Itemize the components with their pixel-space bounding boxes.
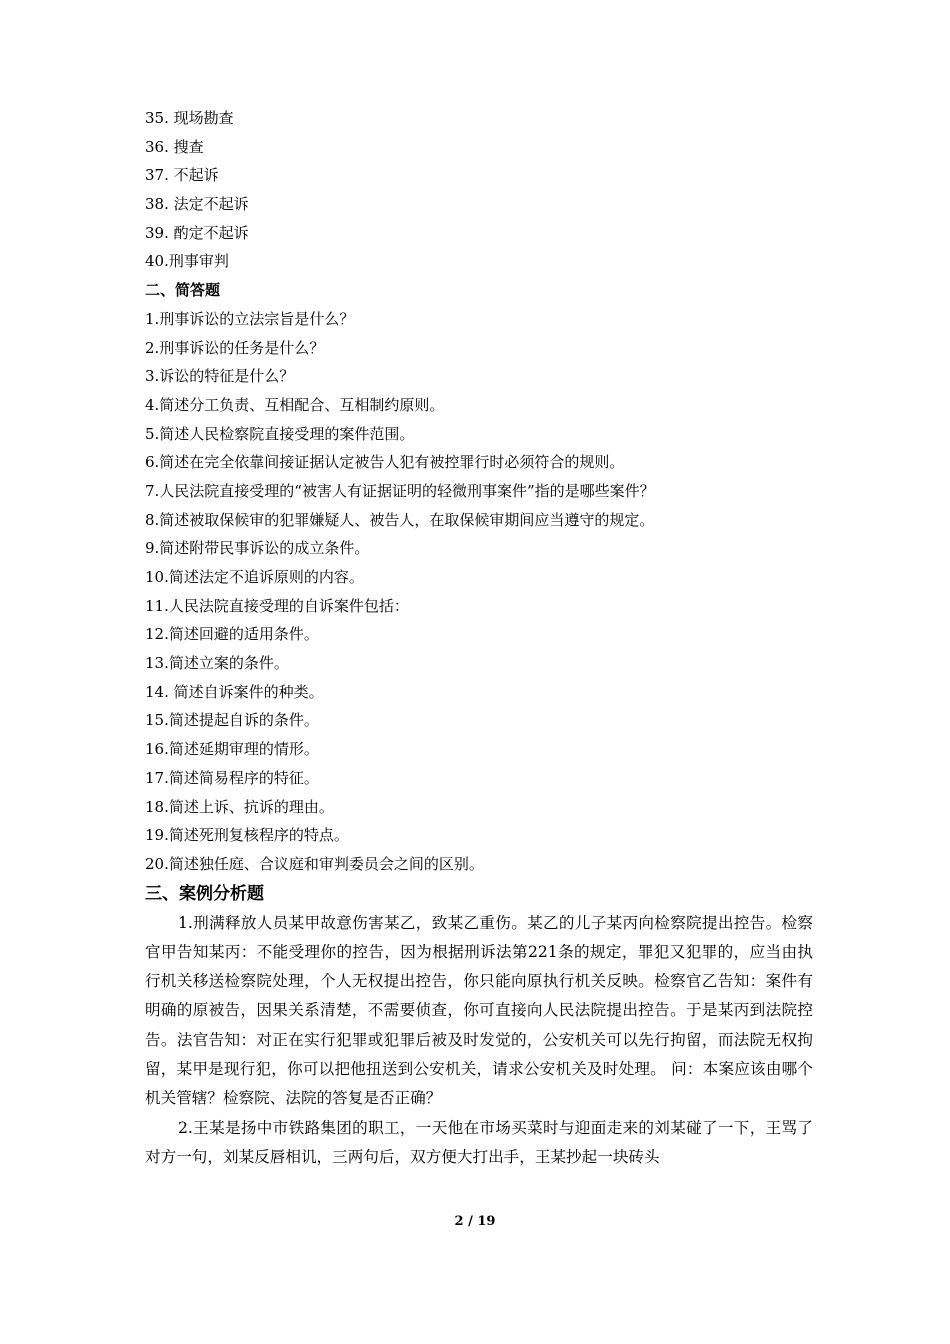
question-item: 17.简述简易程序的特征。 [145, 768, 319, 787]
question-item: 4.简述分工负责、互相配合、互相制约原则。 [145, 395, 445, 414]
case-paragraph: 1.刑满释放人员某甲故意伤害某乙，致某乙重伤。某乙的儿子某丙向检察院提出控告。检察官甲告知某丙：不能受理你的控告，因为根据刑诉法第221条的规定，罪犯又犯罪的，应当由执行机关移送检察院处理，个人无权提出控告，你只能向原执行机关反映。检察官乙告知：案件有明确的原被告，因果关系清楚，不需要侦查，你可直接向人民法院提出控告。于是某丙到法院控告。法官告知：对正在实行犯罪或犯罪后被及时发觉的，公安机关可以先行拘留，而法院无权拘留，某甲是现行犯，你可以把他扭送到公安机关，请求公安机关及时处理。 问：本案应该由哪个机关管辖？检察院、法院的答复是否正确？ [145, 913, 813, 1108]
term-item: 36. 搜查 [145, 137, 204, 156]
document-body [145, 104, 825, 1172]
question-item: 5.简述人民检察院直接受理的案件范围。 [145, 424, 415, 443]
term-item: 37. 不起诉 [145, 166, 219, 185]
question-item: 7.人民法院直接受理的“被害人有证据证明的轻微刑事案件”指的是哪些案件？ [145, 481, 655, 500]
question-item: 9.简述附带民事诉讼的成立条件。 [145, 539, 370, 558]
term-item: 35. 现场勘查 [145, 109, 234, 127]
page-number: 2 / 19 [454, 1214, 496, 1229]
question-item: 18.简述上诉、抗诉的理由。 [145, 797, 334, 816]
question-item: 8.简述被取保候审的犯罪嫌疑人、被告人，在取保候审期间应当遵守的规定。 [145, 510, 655, 529]
question-list [145, 305, 825, 879]
question-item: 13.简述立案的条件。 [145, 654, 289, 673]
question-item: 16.简述延期审理的情形。 [145, 740, 319, 759]
case-paragraph: 2.王某是扬中市铁路集团的职工，一天他在市场买菜时与迎面走来的刘某碰了一下，王骂了对方一句，刘某反唇相讥，三两句后，双方便大打出手，王某抄起一块砖头 [145, 1118, 813, 1166]
question-item: 6.简述在完全依靠间接证据认定被告人犯有被控罪行时必须符合的规则。 [145, 453, 625, 472]
question-item: 12.简述回避的适用条件。 [145, 625, 319, 644]
term-item: 40.刑事审判 [145, 252, 229, 271]
term-item: 38. 法定不起诉 [145, 195, 249, 214]
question-item: 10.简述法定不追诉原则的内容。 [145, 568, 364, 586]
question-item: 1.刑事诉讼的立法宗旨是什么？ [145, 309, 355, 328]
section-heading-short-answer: 二、简答题 [145, 281, 221, 300]
question-item: 3.诉讼的特征是什么？ [145, 367, 295, 386]
question-item: 2.刑事诉讼的任务是什么？ [145, 338, 325, 357]
question-item: 15.简述提起自诉的条件。 [145, 711, 319, 730]
question-item: 11.人民法院直接受理的自诉案件包括： [145, 596, 409, 615]
term-list [145, 104, 825, 276]
question-item: 19.简述死刑复核程序的特点。 [145, 826, 349, 845]
section-heading-case-analysis: 三、案例分析题 [145, 883, 264, 904]
question-item: 14. 简述自诉案件的种类。 [145, 682, 324, 701]
question-item: 20.简述独任庭、合议庭和审判委员会之间的区别。 [145, 854, 484, 873]
term-item: 39. 酌定不起诉 [145, 223, 249, 242]
